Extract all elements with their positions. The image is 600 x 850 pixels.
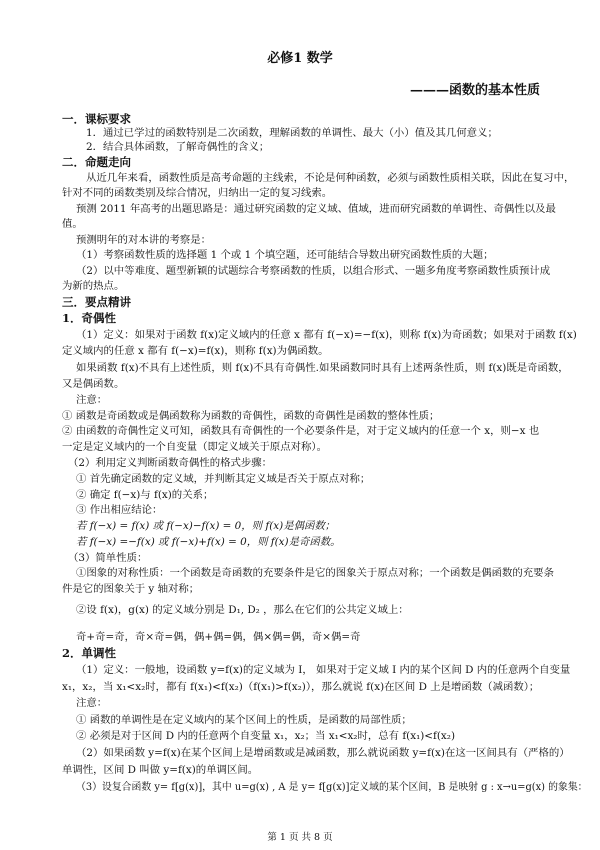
subsection-heading: 2．单调性	[62, 646, 117, 660]
paragraph-line: ①图象的对称性质：一个函数是奇函数的充要条件是它的图象关于原点对称；一个函数是偶函数的充要条	[76, 567, 554, 579]
paragraph-line: 从近几年来看，函数性质是高考命题的主线索，不论是何种函数，必须与函数性质相关联，因此在复习中，	[86, 172, 575, 184]
paragraph-line: 为新的热点。	[62, 280, 125, 292]
paragraph-line: 值。	[62, 218, 83, 230]
paragraph-line: 1．通过已学过的函数特别是二次函数，理解函数的单调性、最大（小）值及其几何意义；	[86, 127, 498, 139]
formula-line: 若 f(−x) = f(x) 或 f(−x)−f(x) = 0，则 f(x)是偶函数；	[76, 520, 336, 532]
paragraph-line: ① 首先确定函数的定义域，并判断其定义域是否关于原点对称；	[76, 473, 371, 485]
paragraph-line: 定义域内的任意 x 都有 f(−x)=f(x)，则称 f(x)为偶函数。	[62, 345, 329, 357]
section-heading-2: 二．命题走向	[62, 155, 131, 169]
paragraph-line: 如果函数 f(x)不具有上述性质，则 f(x)不具有奇偶性.如果函数同时具有上述两条性质，则 f(x)既是奇函数，	[76, 362, 569, 374]
paragraph-line: （2）利用定义判断函数奇偶性的格式步骤：	[68, 457, 273, 469]
paragraph-line: （3）设复合函数 y= f[g(x)]，其中 u=g(x) , A 是 y= f[g(x)]定义域的某个区间，B 是映射 g : x→u=g(x) 的象集：	[76, 781, 588, 793]
paragraph-line: （1）定义：如果对于函数 f(x)定义域内的任意 x 都有 f(−x)=−f(x)，则称 f(x)为奇函数；如果对于函数 f(x)	[76, 329, 577, 341]
paragraph-line: 预测 2011 年高考的出题思路是：通过研究函数的定义域、值域，进而研究函数的单调性、奇偶性以及最	[76, 203, 556, 215]
paragraph-line: x₁，x₂，当 x₁<x₂时，都有 f(x₁)<f(x₂)（f(x₁)>f(x₂)），那么就说 f(x)在区间 D 上是增函数（减函数）；	[62, 681, 540, 693]
paragraph-line: 奇+奇=奇，奇×奇=偶，偶+偶=偶，偶×偶=偶，奇×偶=奇	[76, 631, 361, 643]
paragraph-line: ② 必须是对于区间 D 内的任意两个自变量 x₁，x₂；当 x₁<x₂时，总有 f(x₁)<f(x₂)	[76, 730, 455, 742]
paragraph-line: 又是偶函数。	[62, 378, 125, 390]
paragraph-line: （2）以中等难度、题型新颖的试题综合考察函数的性质，以组合形式、一题多角度考察函数性质预计成	[76, 265, 551, 277]
paragraph-line: ③ 作出相应结论：	[76, 504, 163, 516]
formula-line: 若 f(−x) =−f(x) 或 f(−x)+f(x) = 0，则 f(x)是奇函数。	[76, 536, 341, 548]
paragraph-line: 2．结合具体函数，了解奇偶性的含义；	[86, 141, 270, 153]
subsection-heading: 1．奇偶性	[62, 311, 117, 325]
section-heading-1: 一．课标要求	[62, 112, 131, 126]
paragraph-line: （3）简单性质：	[68, 552, 148, 564]
paragraph-line: （2）如果函数 y=f(x)在某个区间上是增函数或是减函数，那么就说函数 y=f(x)在这一区间具有（严格的）	[76, 747, 570, 759]
paragraph-line: 一定是定义域内的一个自变量（即定义域关于原点对称）。	[62, 441, 327, 453]
paragraph-line: ② 确定 f(−x)与 f(x)的关系；	[76, 489, 214, 501]
paragraph-line: ① 函数是奇函数或是偶函数称为函数的奇偶性，函数的奇偶性是函数的整体性质；	[62, 410, 440, 422]
paragraph-line: 注意：	[76, 697, 108, 709]
paragraph-line: ① 函数的单调性是在定义域内的某个区间上的性质，是函数的局部性质；	[76, 714, 412, 726]
paragraph-line: 预测明年的对本讲的考察是：	[76, 234, 212, 246]
document-title: 必修1 数学	[267, 51, 333, 66]
document-subtitle: ———函数的基本性质	[409, 83, 540, 98]
paragraph-line: 件是它的图象关于 y 轴对称；	[62, 583, 200, 595]
paragraph-line: ②设 f(x)，g(x) 的定义域分别是 D₁, D₂ ，那么在它们的公共定义域上：	[76, 604, 409, 616]
paragraph-line: （1）定义：一般地，设函数 y=f(x)的定义域为 I， 如果对于定义域 I 内的某个区间 D 内的任意两个自变量	[76, 664, 571, 676]
paragraph-line: 单调性，区间 D 叫做 y=f(x)的单调区间。	[62, 764, 259, 776]
section-heading-3: 三．要点精讲	[62, 295, 131, 309]
page-footer: 第 1 页 共 8 页	[267, 832, 333, 843]
paragraph-line: 针对不同的函数类别及综合情况，归纳出一定的复习线索。	[62, 187, 333, 199]
paragraph-line: 注意：	[76, 394, 108, 406]
paragraph-line: ② 由函数的奇偶性定义可知，函数具有奇偶性的一个必要条件是，对于定义域内的任意一个 x，则−x 也	[62, 425, 540, 437]
paragraph-line: （1）考察函数性质的选择题 1 个或 1 个填空题，还可能结合导数出研究函数性质的大题；	[76, 249, 494, 261]
